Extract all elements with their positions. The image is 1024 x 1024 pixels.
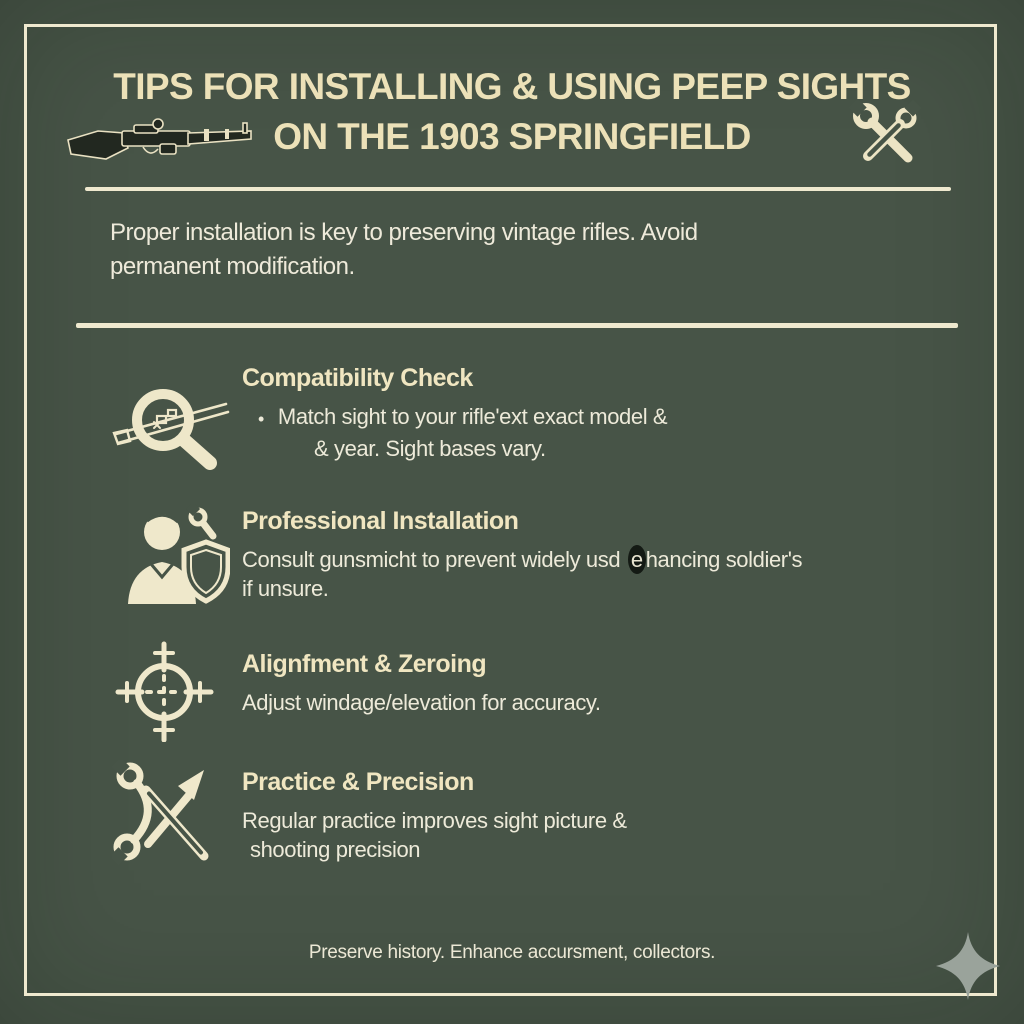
section-body-line: Regular practice improves sight picture & [242,808,627,833]
page-title [0,62,1024,162]
section-title: Practice & Precision [242,768,474,796]
section-practice-precision [242,768,627,864]
section-body-line: shooting precision [250,837,421,862]
section-body-line: if unsure. [242,576,329,601]
divider-top [85,187,951,191]
intro-paragraph [110,216,698,284]
body-text: hancing soldier's [645,547,803,572]
intro-line-1: Proper installation is key to preserving vintage rifles. Avoid [110,219,698,246]
crosshair-icon [114,640,214,742]
section-professional-installation [242,507,802,603]
section-compatibility-check [242,364,667,463]
gunsmith-shield-icon [118,504,230,604]
sparkle-icon [936,932,1000,1000]
section-title: Alignfment & Zeroing [242,650,487,678]
divider-intro [76,323,958,328]
section-body-line: & year. Sight bases vary. [314,436,546,461]
bullet-dot: • [258,409,264,429]
body-text: Consult gunsmicht to prevent widely usd [242,547,621,572]
dark-dot-glyph: e [628,545,646,574]
title-line-1: TIPS FOR INSTALLING & USING PEEP SIGHTS [113,66,911,107]
footer-tagline: Preserve history. Enhance accursment, collectors. [308,942,716,963]
magnifier-rifle-icon [110,374,235,470]
section-title: Compatibility Check [242,364,473,392]
section-body-line [258,402,667,434]
section-alignment-zeroing [242,650,601,717]
title-line-2: ON THE 1903 SPRINGFIELD [273,116,751,157]
section-body-line: Adjust windage/elevation for accuracy. [242,690,601,715]
section-title: Professional Installation [242,507,519,535]
body-text: Match sight to your rifle'ext exact model & [277,404,668,429]
wrench-arrow-icon [112,760,217,865]
section-body-line [242,545,802,574]
intro-line-2: permanent modification. [110,253,355,280]
